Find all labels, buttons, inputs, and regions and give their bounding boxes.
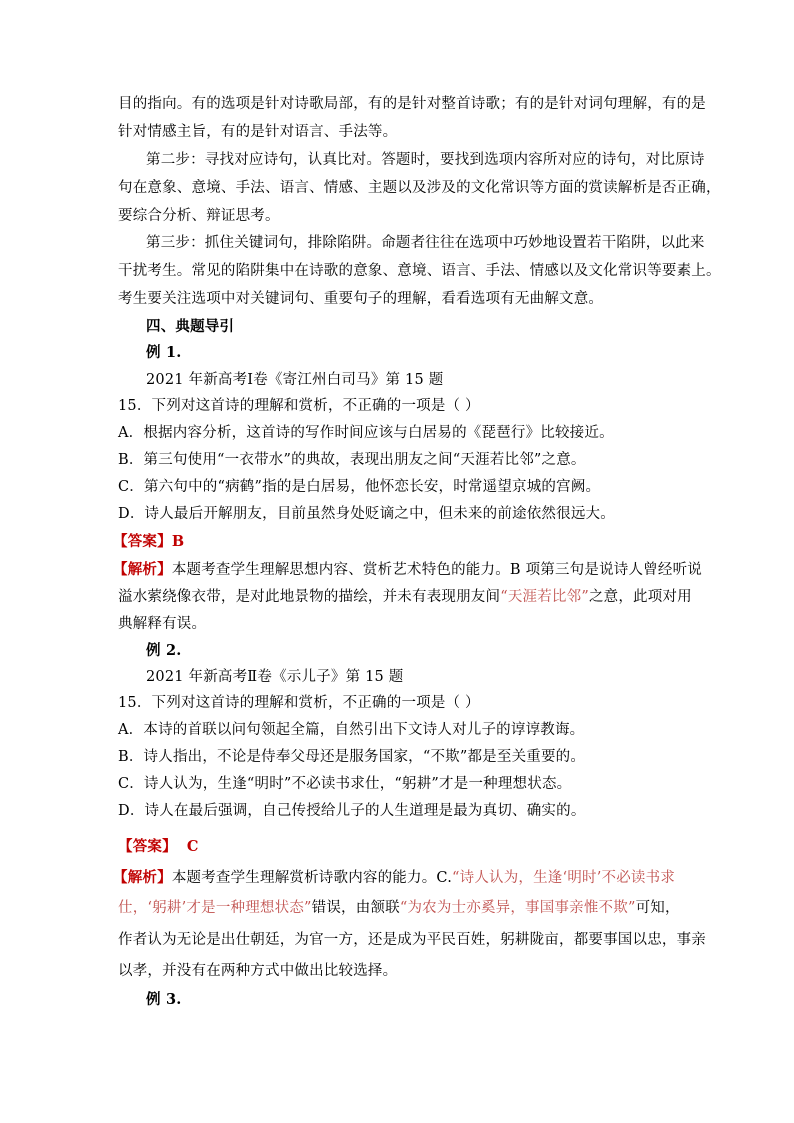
analysis-tag: 【解析】	[113, 562, 172, 578]
example-2-option-a: A．本诗的首联以问句领起全篇，自然引出下文诗人对儿子的谆谆教诲。	[118, 722, 585, 738]
step2-line-2: 句在意象、意境、手法、语言、情感、主题以及涉及的文化常识等方面的赏读解析是否正确，	[118, 180, 721, 196]
answer-tag: 【答案】	[113, 534, 172, 550]
step2-line-1: 第二步：寻找对应诗句，认真比对。答题时，要找到选项内容所对应的诗句，对比原诗	[146, 152, 705, 168]
example-2-analysis-line-4: 以孝，并没有在两种方式中做出比较选择。	[118, 963, 398, 979]
analysis-text: 溢水萦绕像衣带，是对此地景物的描绘，并未有表现朋友间	[118, 589, 501, 605]
answer-tag: 【答案】	[118, 839, 177, 855]
analysis-text: 本题考查学生理解赏析诗歌内容的能力。C.	[171, 870, 452, 886]
analysis-text: 本题考查学生理解思想内容、赏析艺术特色的能力。B 项第三句是说诗人曾经听说	[171, 562, 702, 578]
example-1-label: 例 1.	[146, 344, 182, 361]
example-1-answer	[113, 532, 184, 552]
analysis-quote: 仕，‘躬耕’才是一种理想状态”	[118, 900, 312, 916]
analysis-quote: “诗人认为，生逢‘明时’不必读书求	[452, 870, 676, 886]
step3-line-2: 干扰考生。常见的陷阱集中在诗歌的意象、意境、语言、手法、情感以及文化常识等要素上。	[118, 263, 721, 279]
example-1-source: 2021 年新高考Ⅰ卷《寄江州白司马》第 15 题	[146, 372, 444, 388]
intro-line-2: 针对情感主旨，有的是针对语言、手法等。	[118, 124, 398, 140]
example-2-option-c: C．诗人认为，生逢“明时”不必读书求仕，“躬耕”才是一种理想状态。	[118, 776, 572, 792]
example-3-label: 例 3.	[146, 991, 182, 1008]
step3-line-3: 考生要关注选项中对关键词句、重要句子的理解，看看选项有无曲解文意。	[118, 291, 604, 307]
answer-value: B	[171, 533, 185, 550]
example-1-option-c: C．第六句中的“病鹤”指的是白居易，他怀恋长安，时常遥望京城的宫阙。	[118, 479, 601, 495]
example-2-source: 2021 年新高考Ⅱ卷《示儿子》第 15 题	[146, 669, 404, 685]
example-1-analysis-line-2	[118, 587, 692, 607]
analysis-quote: “为农为士亦奚异，事国事亲惟不欺”	[399, 900, 636, 916]
example-2-analysis-line-3: 作者认为无论是出仕朝廷，为官一方，还是成为平民百姓，躬耕陇亩，都要事国以忠，事亲	[118, 932, 706, 948]
example-1-option-a: A．根据内容分析，这首诗的写作时间应该与白居易的《琵琶行》比较接近。	[118, 425, 614, 441]
analysis-quote: “天涯若比邻”	[500, 589, 589, 605]
section-heading: 四、典题导引	[146, 318, 235, 335]
example-2-option-b: B．诗人指出，不论是侍奉父母还是服务国家，“不欺”都是至关重要的。	[118, 749, 586, 765]
example-1-analysis-line-1	[113, 560, 702, 580]
analysis-text: 错误，由颔联	[311, 900, 400, 916]
step2-line-3: 要综合分析、辩证思考。	[118, 208, 280, 224]
example-1-analysis-line-3: 典解释有误。	[118, 616, 207, 632]
example-2-analysis-line-2	[118, 898, 680, 918]
answer-value: C	[186, 838, 199, 855]
example-2-question: 15．下列对这首诗的理解和赏析，不正确的一项是（ ）	[118, 695, 480, 711]
intro-line-1: 目的指向。有的选项是针对诗歌局部，有的是针对整首诗歌；有的是针对词句理解，有的是	[118, 96, 706, 112]
analysis-text: 之意，此项对用	[588, 589, 692, 605]
example-2-analysis-line-1	[113, 868, 675, 888]
example-2-label: 例 2.	[146, 642, 182, 659]
step3-line-1: 第三步：抓住关键词句，排除陷阱。命题者往往在选项中巧妙地设置若干陷阱，以此来	[146, 235, 705, 251]
example-2-option-d: D．诗人在最后强调，自己传授给儿子的人生道理是最为真切、确实的。	[118, 803, 586, 819]
analysis-tag: 【解析】	[113, 870, 172, 886]
analysis-text: 可知，	[635, 900, 680, 916]
example-1-option-b: B．第三句使用“一衣带水”的典故，表现出朋友之间“天涯若比邻”之意。	[118, 452, 586, 468]
example-1-option-d: D．诗人最后开解朋友，目前虽然身处贬谪之中，但未来的前途依然很远大。	[118, 506, 615, 522]
example-2-answer	[118, 837, 199, 857]
example-1-question: 15．下列对这首诗的理解和赏析，不正确的一项是（ ）	[118, 398, 480, 414]
